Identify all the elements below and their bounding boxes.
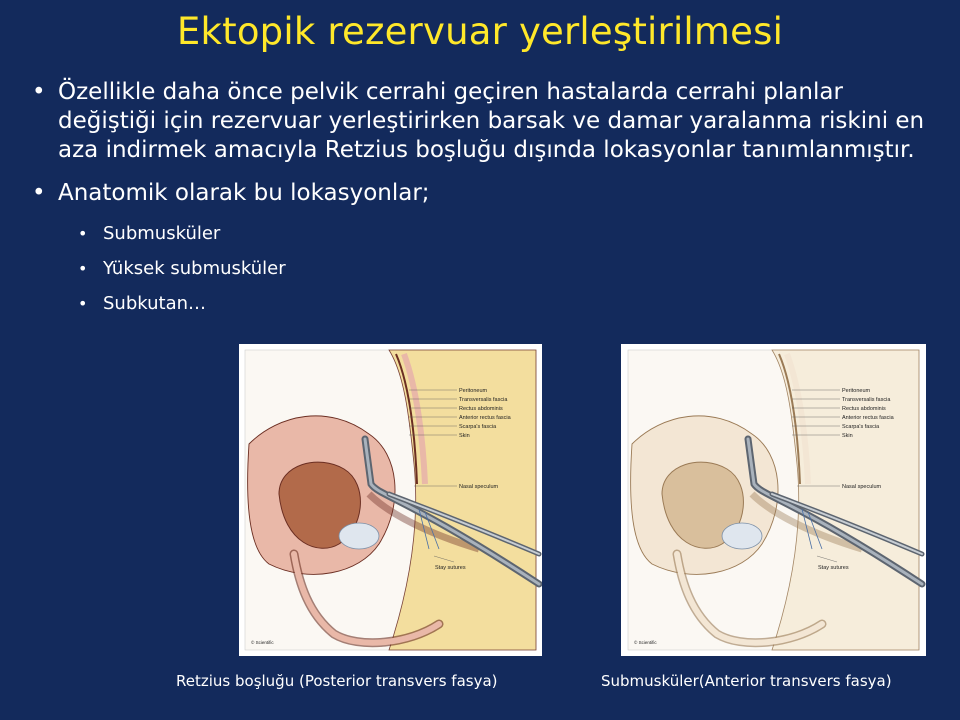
anatomy-illustration-retzius <box>239 344 542 656</box>
figure-caption-retzius: Retzius boşluğu (Posterior transvers fasya) <box>176 672 498 690</box>
anatomy-label: Transversalis fascia <box>459 397 508 403</box>
figure-caption-submuscular: Submusküler(Anterior transvers fasya) <box>601 672 892 690</box>
anatomy-label: Peritoneum <box>459 388 488 394</box>
slide-title: Ektopik rezervuar yerleştirilmesi <box>176 10 784 53</box>
sub-bullet-item: • Yüksek submusküler <box>32 257 937 281</box>
anatomy-label: Anterior rectus fascia <box>842 415 894 421</box>
anatomy-label: Rectus abdominis <box>459 406 503 412</box>
anatomy-label: Skin <box>459 433 470 439</box>
sub-bullet-item: • Submusküler <box>32 222 937 246</box>
anatomy-label: Peritoneum <box>842 388 871 394</box>
anatomy-illustration-submuscular <box>621 344 926 656</box>
anatomy-label: Scarpa's fascia <box>842 424 880 430</box>
anatomy-label: Nasal speculum <box>459 484 499 490</box>
bullet-item: • Anatomik olarak bu lokasyonlar; <box>32 179 937 208</box>
copyright-text: © Scientific <box>251 640 274 645</box>
anatomy-label: Stay sutures <box>435 565 466 571</box>
anatomy-label: Skin <box>842 433 853 439</box>
bullet-item: • Özellikle daha önce pelvik cerrahi geçiren hastalarda cerrahi planlar değiştiği için rezervuar yerleştirirken barsak ve damar yaralanma riskini en aza indirmek amacıyla Retzius boşluğu dışında lokasyonlar tanımlanmıştır. <box>32 78 937 165</box>
anatomy-drawing <box>239 344 542 656</box>
anatomy-label: Scarpa's fascia <box>459 424 497 430</box>
anatomy-label: Stay sutures <box>818 565 849 571</box>
anatomy-drawing <box>621 344 926 656</box>
copyright-text: © Scientific <box>634 640 657 645</box>
anatomy-label: Nasal speculum <box>842 484 882 490</box>
anatomy-label: Rectus abdominis <box>842 406 886 412</box>
anatomy-label: Transversalis fascia <box>842 397 891 403</box>
bullet-list <box>32 78 937 327</box>
sub-bullet-item: • Subkutan… <box>32 292 937 316</box>
anatomy-label: Anterior rectus fascia <box>459 415 511 421</box>
